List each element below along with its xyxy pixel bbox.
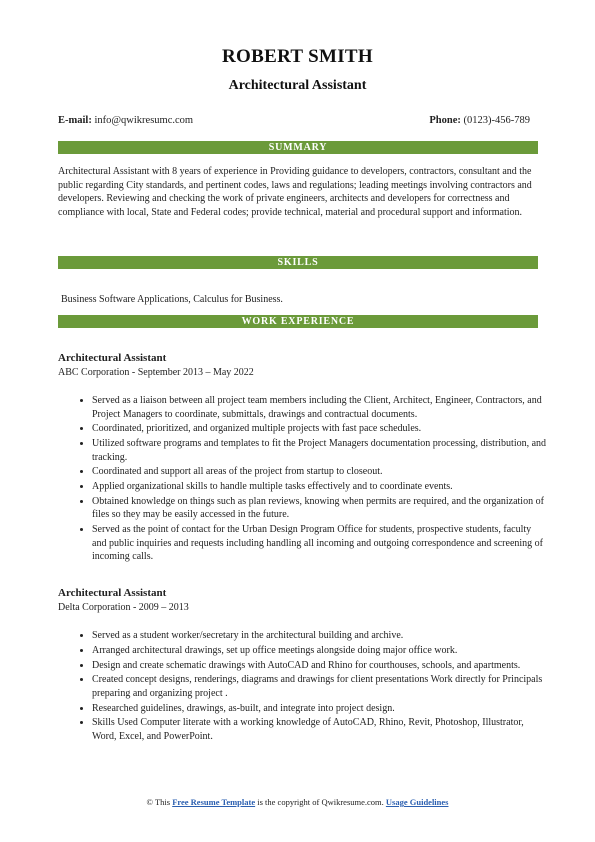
list-item: • Applied organizational skills to handle multiple tasks effectively and to coordinate events. (92, 480, 548, 494)
footer (0, 797, 595, 807)
list-item: • Design and create schematic drawings with AutoCAD and Rhino for courthouses, schools, and apartments. (92, 659, 548, 673)
skills-header: SKILLS (58, 256, 538, 269)
list-item: • Arranged architectural drawings, set up office meetings alongside doing major office work. (92, 644, 548, 658)
list-item: • Served as the point of contact for the Urban Design Program Office for students, prospective students, faculty and public inquiries and requests including handling all incoming and outgoing correspondence and screening of incoming calls. (92, 523, 548, 564)
contact-row (58, 115, 530, 126)
list-item: • Researched guidelines, drawings, as-built, and integrate into project design. (92, 702, 548, 716)
list-item: • Utilized software programs and templates to fit the Project Managers documentation processing, distribution, and tracking. (92, 437, 548, 464)
list-item: • Skills Used Computer literate with a working knowledge of AutoCAD, Rhino, Revit, Photoshop, Illustrator, Word, Excel, and PowerPoint. (92, 716, 548, 743)
list-item: • Coordinated and support all areas of the project from startup to closeout. (92, 465, 548, 479)
free-resume-template-link[interactable]: Free Resume Template (172, 797, 256, 807)
summary-header: SUMMARY (58, 141, 538, 154)
list-item: • Created concept designs, renderings, diagrams and drawings for client presentations Work directly for Principals preparing and organizing project . (92, 673, 548, 700)
phone-value: (0123)-456-789 (463, 115, 530, 126)
job-bullet-list (76, 629, 548, 745)
job-company-dates: Delta Corporation - 2009 – 2013 (58, 602, 189, 613)
candidate-name: ROBERT SMITH (222, 46, 373, 67)
job-title: Architectural Assistant (58, 587, 167, 599)
list-item: • Served as a liaison between all project team members including the Client, Architect, Engineer, Contractors, and Project Managers to coordinate, submittals, drawings and contractual documents. (92, 394, 548, 421)
list-item: • Obtained knowledge on things such as plan reviews, knowing when permits are required, and the organization of files so they may be easily accessed in the future. (92, 495, 548, 522)
email-contact (58, 115, 193, 126)
skills-text: Business Software Applications, Calculus for Business. (61, 294, 283, 305)
usage-guidelines-link[interactable]: Usage Guidelines (385, 797, 449, 807)
job-company-dates: ABC Corporation - September 2013 – May 2022 (58, 367, 254, 378)
list-item: • Coordinated, prioritized, and organized multiple projects with fast pace schedules. (92, 422, 548, 436)
email-label: E-mail: (58, 115, 92, 126)
email-value: info@qwikresumc.com (94, 115, 194, 126)
footer-prefix: © This (146, 797, 171, 807)
job-title: Architectural Assistant (58, 352, 167, 364)
candidate-title: Architectural Assistant (228, 78, 367, 93)
phone-label: Phone: (429, 115, 461, 126)
work-experience-header: WORK EXPERIENCE (58, 315, 538, 328)
list-item: • Served as a student worker/secretary in the architectural building and archive. (92, 629, 548, 643)
summary-text: Architectural Assistant with 8 years of experience in Providing guidance to developers, contractors, consultant and the public regarding City standards, and pertinent codes, laws and regulations; leading meetings involving contractors and developers. Reviewing and checking the work of private engineers, architects and developers for correctness and compliance with local, State and Federal codes; provide technical, material and procedural support and information. (58, 166, 532, 218)
phone-contact (429, 115, 530, 126)
job-bullet-list (76, 394, 548, 565)
footer-copyright: is the copyright of Qwikresume.com. (257, 797, 384, 807)
